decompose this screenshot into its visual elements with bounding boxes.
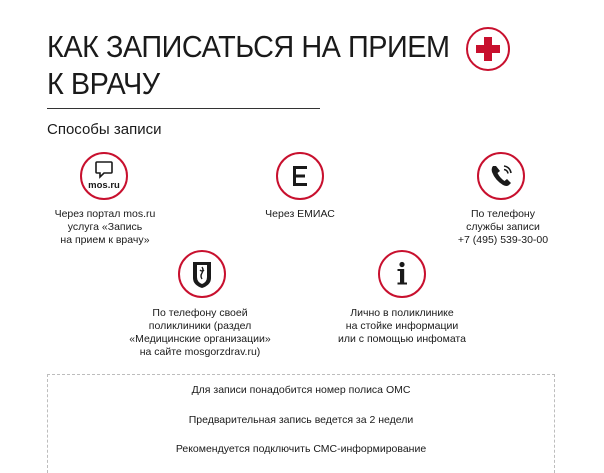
emias-icon bbox=[276, 152, 324, 200]
title-underline bbox=[47, 108, 320, 109]
method-clinic-label: По телефону своей поликлиники (раздел «Медицинские организации» на сайте mosgorzdrav.ru) bbox=[129, 307, 271, 358]
phone-icon bbox=[477, 152, 525, 200]
method-emias-label: Через ЕМИАС bbox=[265, 208, 335, 220]
moscow-health-emblem-icon bbox=[178, 250, 226, 298]
page-title-line-2: К ВРАЧУ bbox=[47, 66, 160, 101]
method-in-person-label: Лично в поликлинике на стойке информации или с помощью инфомата bbox=[338, 307, 466, 345]
note-two-weeks: Предварительная запись ведется за 2 недели bbox=[188, 414, 414, 426]
method-mos-ru-label: Через портал mos.ru услуга «Запись на прием к врачу» bbox=[54, 208, 156, 246]
mos-ru-icon-text: mos.ru bbox=[88, 180, 120, 191]
notes-box bbox=[47, 374, 555, 473]
page-title bbox=[47, 28, 450, 102]
mos-ru-icon bbox=[80, 152, 128, 200]
method-phone-label: По телефону службы записи +7 (495) 539-30-00 bbox=[457, 208, 549, 246]
info-icon bbox=[378, 250, 426, 298]
note-oms-policy: Для записи понадобится номер полиса ОМС bbox=[191, 384, 411, 396]
note-sms: Рекомендуется подключить СМС-информирование bbox=[175, 443, 427, 455]
section-subtitle: Способы записи bbox=[47, 121, 162, 138]
red-cross-icon bbox=[466, 27, 510, 71]
page-title-line-1: КАК ЗАПИСАТЬСЯ НА ПРИЕМ bbox=[47, 29, 450, 64]
